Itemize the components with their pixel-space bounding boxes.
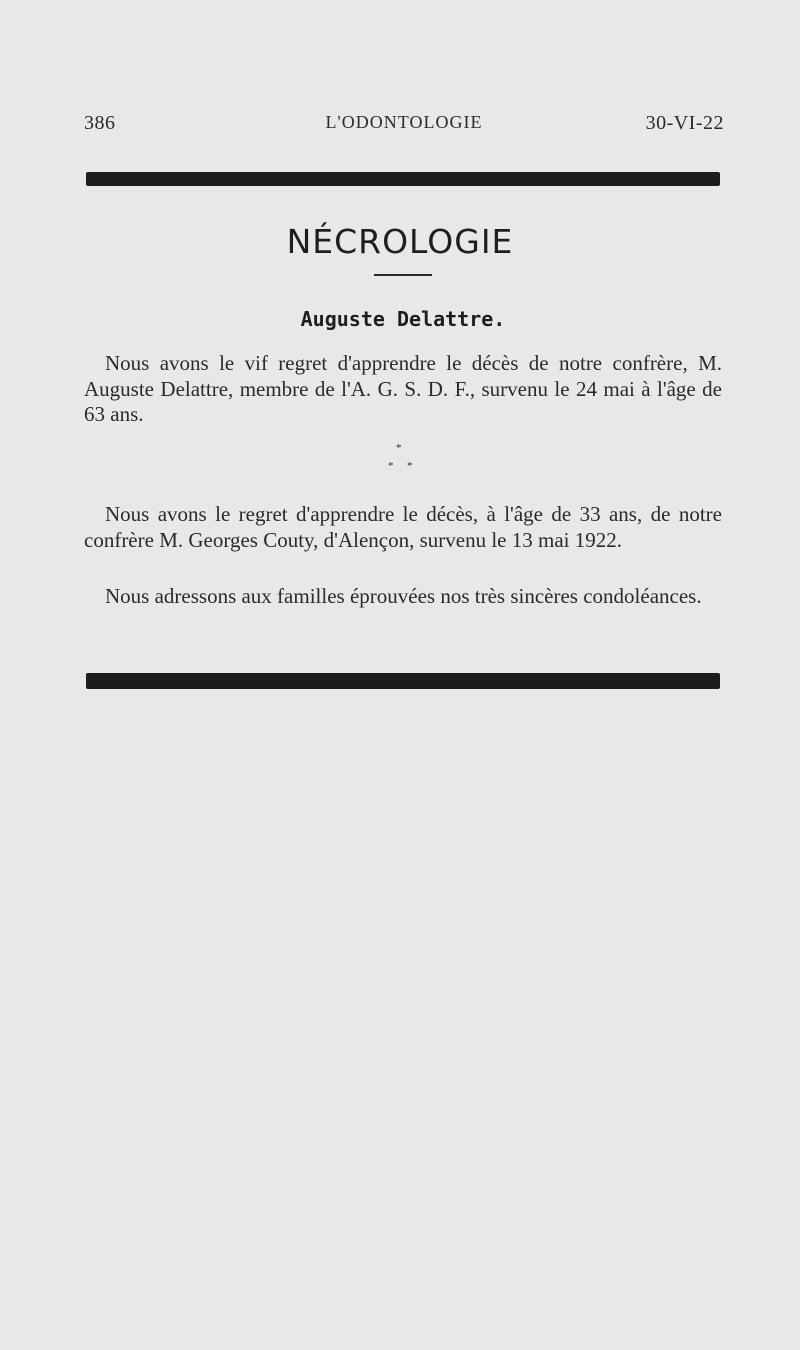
journal-title: L'ODONTOLOGIE xyxy=(325,112,483,132)
issue-date: 30-VI-22 xyxy=(645,112,724,134)
paragraph-delattre: Nous avons le vif regret d'apprendre le décès de notre confrère, M. Auguste Delattre, membre de l'A. G. S. D. F., survenu le 24 mai à l'âge de 63 ans. xyxy=(84,351,722,426)
obituary-subtitle: Auguste Delattre. xyxy=(300,307,506,331)
running-head xyxy=(84,112,724,136)
asterism-star-right: * xyxy=(407,460,413,472)
section-title: NÉCROLOGIE xyxy=(286,222,514,261)
asterism xyxy=(386,443,416,479)
page-number: 386 xyxy=(84,112,116,134)
asterism-star-left: * xyxy=(388,460,394,472)
paragraph-couty: Nous avons le regret d'apprendre le décès, à l'âge de 33 ans, de notre confrère M. Georges Couty, d'Alençon, survenu le 13 mai 1922. xyxy=(84,502,722,552)
asterism-star-top: * xyxy=(396,442,402,454)
bottom-ornamental-rule xyxy=(86,673,720,689)
paragraph-condolences: Nous adressons aux familles éprouvées nos très sincères condoléances. xyxy=(105,584,702,608)
title-divider xyxy=(374,274,432,276)
top-ornamental-rule xyxy=(86,172,720,186)
